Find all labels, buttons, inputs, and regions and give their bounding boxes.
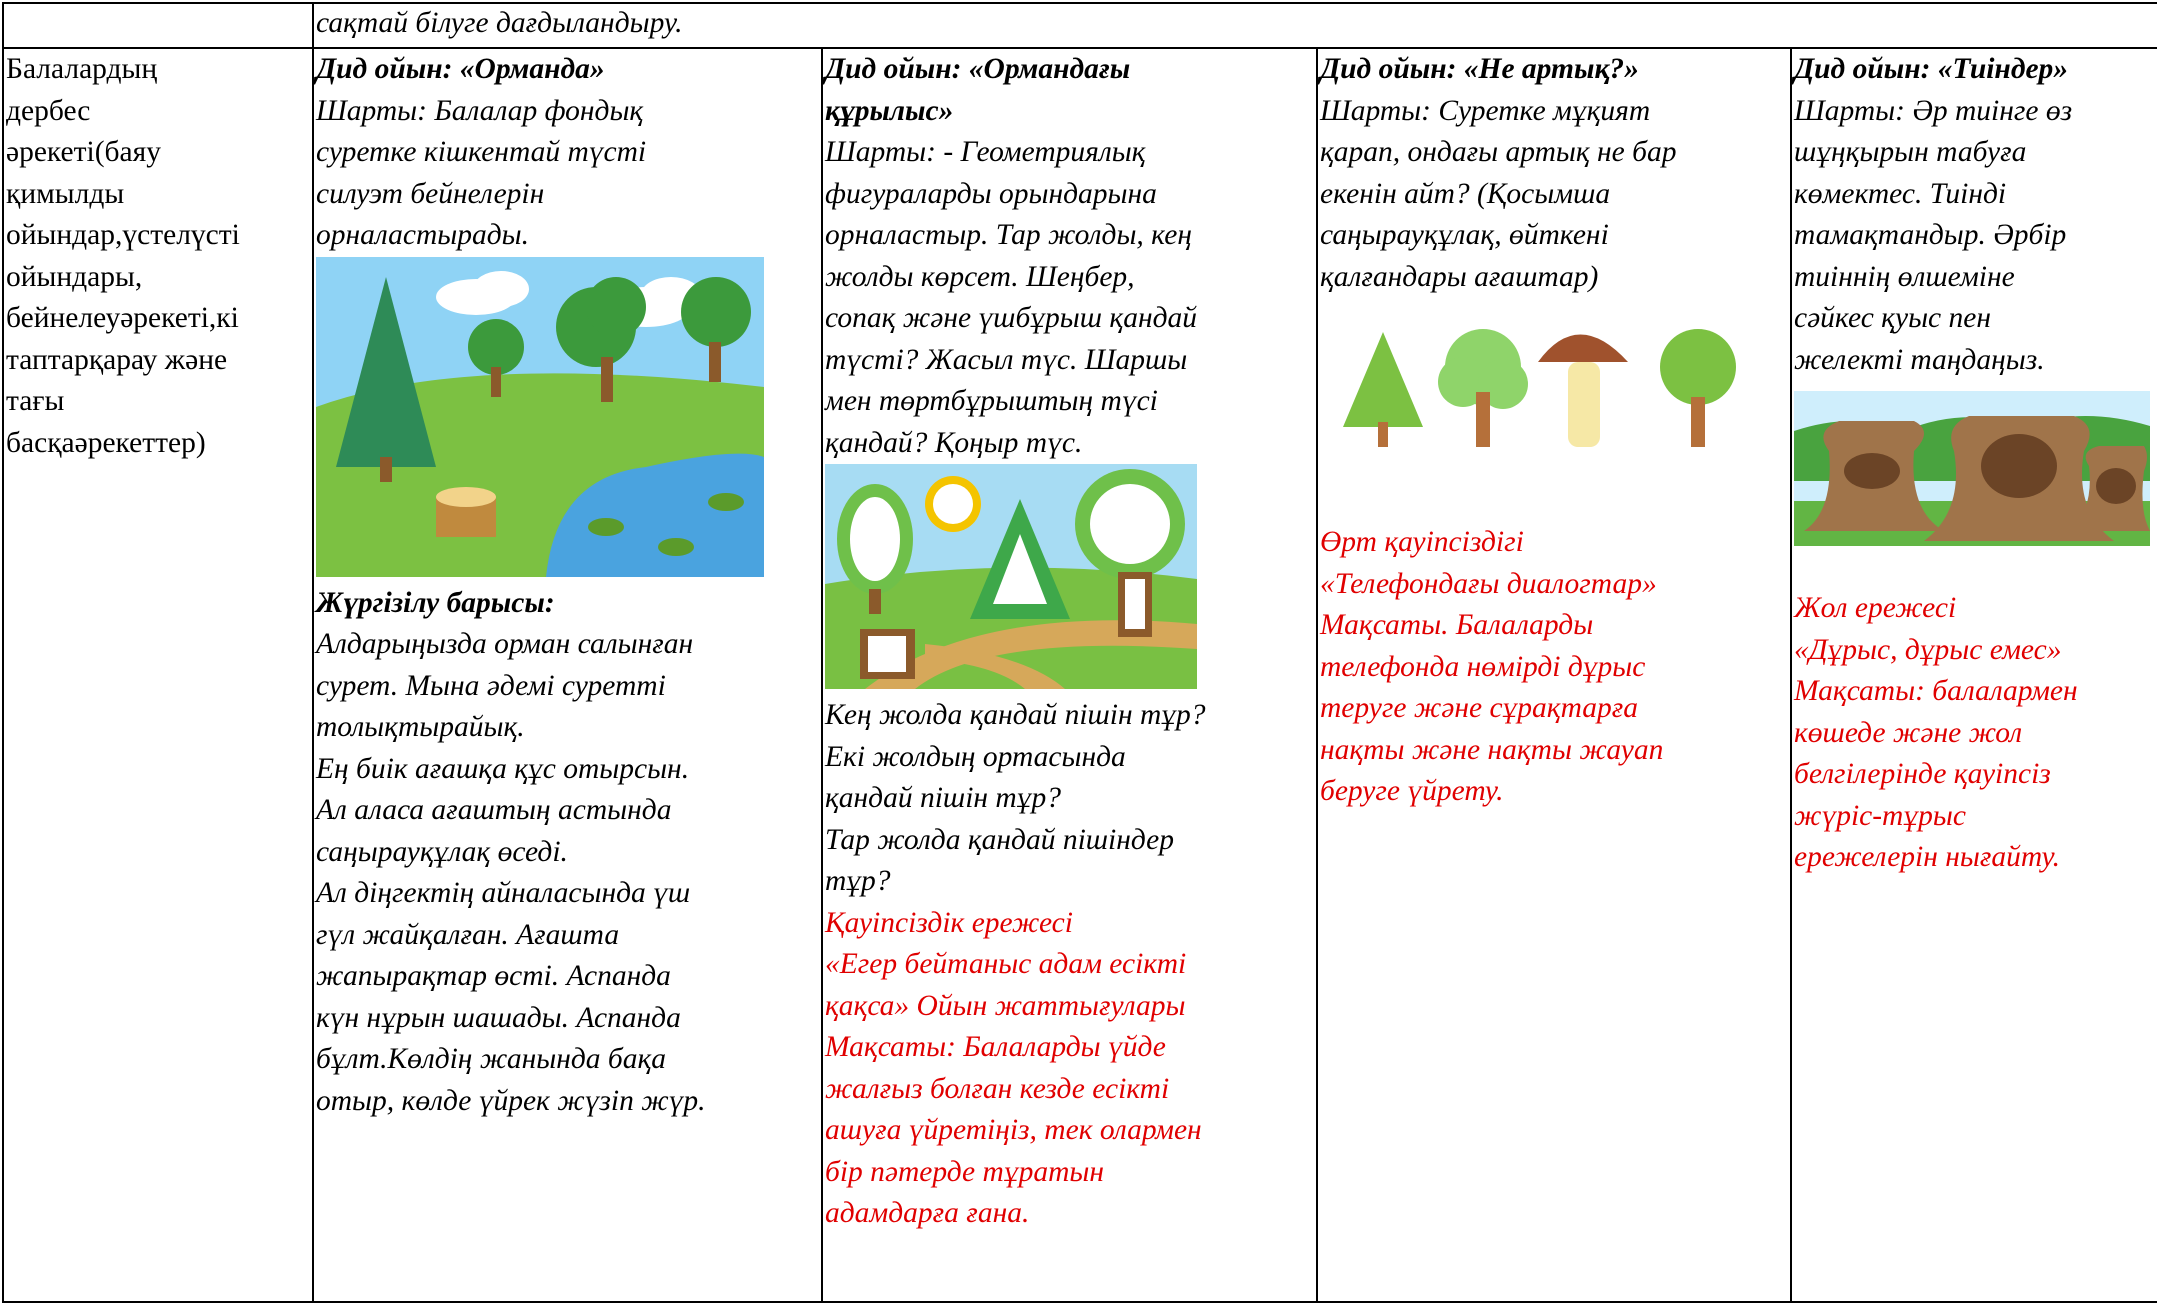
condition-line: жолды көрсет. Шеңбер, bbox=[825, 260, 1135, 293]
progress-line: жапырақтар өсті. Аспанда bbox=[316, 960, 671, 992]
game-title: Дид ойын: «Ормандағы bbox=[825, 53, 1131, 85]
main-row bbox=[3, 48, 2157, 1302]
top-row bbox=[3, 3, 2157, 48]
condition-line: екенін айт? (Қосымша bbox=[1320, 177, 1611, 210]
condition-line: сопақ және үшбұрыш қандай bbox=[825, 302, 1198, 334]
safety-line: беруге үйрету. bbox=[1320, 775, 1504, 807]
condition-line: Шарты: Балалар фондық bbox=[316, 94, 644, 127]
safety-line: «Дұрыс, дұрыс емес» bbox=[1794, 633, 2062, 666]
progress-line: күн нұрын шашады. Аспанда bbox=[316, 1001, 681, 1034]
condition-line: қалғандары ағаштар) bbox=[1320, 260, 1599, 293]
condition-line: суретке кішкентай түсті bbox=[316, 136, 647, 168]
question-line: Тар жолда қандай пішіндер bbox=[825, 823, 1175, 856]
odd-one-out-illustration bbox=[1328, 312, 1748, 462]
safety-line: Мақсаты: балалармен bbox=[1794, 675, 2078, 707]
game-title: Дид ойын: «Не артық?» bbox=[1320, 53, 1639, 85]
condition-line: түсті? Жасыл түс. Шаршы bbox=[825, 343, 1188, 376]
game-squirrels-cell bbox=[1791, 48, 2157, 1302]
activity-line: қимылды bbox=[6, 177, 125, 210]
safety-line: Мақсаты: Балаларды үйде bbox=[825, 1031, 1166, 1063]
forest-lake-illustration bbox=[316, 257, 764, 577]
activity-line: әрекеті(баяу bbox=[6, 136, 161, 168]
activity-type-cell bbox=[3, 48, 313, 1302]
condition-line: Шарты: - Геометриялық bbox=[825, 136, 1146, 168]
progress-title: Жүргізілу барысы: bbox=[316, 586, 555, 619]
condition-line: орналастыр. Тар жолды, кең bbox=[825, 219, 1192, 251]
condition-line: саңырауқұлақ, өйткені bbox=[1320, 219, 1609, 251]
safety-line: жалғыз болған кезде есікті bbox=[825, 1072, 1170, 1105]
progress-line: Алдарыңызда орман салынған bbox=[316, 628, 694, 660]
safety-line: Мақсаты. Балаларды bbox=[1320, 609, 1594, 641]
safety-line: белгілерінде қауіпсіз bbox=[1794, 758, 2051, 790]
progress-line: отыр, көлде үйрек жүзіп жүр. bbox=[316, 1084, 706, 1117]
activity-line: ойындары, bbox=[6, 260, 143, 293]
activity-line: басқаәрекеттер) bbox=[6, 426, 206, 459]
progress-line: толықтырайық. bbox=[316, 711, 525, 743]
progress-line: саңырауқұлақ өседі. bbox=[316, 835, 568, 868]
condition-line: сәйкес қуыс пен bbox=[1794, 302, 1991, 334]
geometric-forest-illustration bbox=[825, 464, 1197, 689]
progress-line: сурет. Мына әдемі суретті bbox=[316, 669, 666, 702]
safety-line: Қауіпсіздік ережесі bbox=[825, 906, 1073, 939]
question-line: Кең жолда қандай пішін тұр? bbox=[825, 699, 1206, 731]
progress-line: Ең биік ағашқа құс отырсын. bbox=[316, 752, 690, 785]
safety-line: «Телефондағы диалогтар» bbox=[1320, 567, 1657, 600]
question-line: Екі жолдың ортасында bbox=[825, 740, 1126, 773]
safety-line: ережелерін нығайту. bbox=[1794, 841, 2061, 873]
condition-line: Шарты: Суретке мұқият bbox=[1320, 94, 1651, 127]
safety-line: «Егер бейтаныс адам есікті bbox=[825, 948, 1187, 980]
condition-line: мен төртбұрыштың түсі bbox=[825, 385, 1158, 417]
condition-line: қандай? Қоңыр түс. bbox=[825, 426, 1083, 459]
activity-line: дербес bbox=[6, 94, 91, 127]
condition-line: орналастырады. bbox=[316, 219, 530, 251]
condition-line: силуэт бейнелерін bbox=[316, 177, 545, 210]
top-row-text: сақтай білуге дағдыландыру. bbox=[316, 7, 683, 39]
condition-line: қарап, ондағы артық не бар bbox=[1320, 136, 1677, 168]
question-line: тұр? bbox=[825, 865, 891, 897]
game-forest-building-cell bbox=[822, 48, 1317, 1302]
progress-line: гүл жайқалған. Ағашта bbox=[316, 918, 620, 951]
question-line: қандай пішін тұр? bbox=[825, 782, 1061, 814]
condition-line: шұңқырын табуға bbox=[1794, 136, 2027, 168]
safety-line: адамдарға ғана. bbox=[825, 1197, 1030, 1229]
safety-line: қақса» Ойын жаттығулары bbox=[825, 989, 1186, 1022]
condition-line: тиіннің өлшеміне bbox=[1794, 260, 2015, 293]
activity-line: Балалардың bbox=[6, 53, 158, 85]
activity-line: таптарқарау және bbox=[6, 343, 228, 376]
top-row-empty-cell bbox=[3, 3, 313, 48]
safety-line: Өрт қауіпсіздігі bbox=[1320, 526, 1524, 558]
condition-line: тамақтандыр. Әрбір bbox=[1794, 219, 2067, 251]
activity-line: тағы bbox=[6, 385, 65, 417]
game-title: Дид ойын: «Тиіндер» bbox=[1794, 53, 2069, 85]
progress-line: Ал діңгектің айналасында үш bbox=[316, 877, 691, 909]
lesson-plan-table bbox=[2, 2, 2157, 1303]
safety-line: телефонда нөмірді дұрыс bbox=[1320, 650, 1646, 683]
game-forest-cell bbox=[313, 48, 822, 1302]
safety-line: теруге және сұрақтарға bbox=[1320, 692, 1639, 724]
safety-line: ашуға үйретіңіз, тек олармен bbox=[825, 1114, 1202, 1146]
progress-line: бұлт.Көлдің жанында бақа bbox=[316, 1043, 667, 1075]
safety-line: бір пәтерде тұратын bbox=[825, 1155, 1104, 1188]
top-row-text-cell bbox=[313, 3, 2157, 48]
safety-line: көшеде және жол bbox=[1794, 716, 2023, 749]
tree-hollows-illustration bbox=[1794, 391, 2150, 546]
condition-line: фигураларды орындарына bbox=[825, 177, 1157, 210]
game-title: Дид ойын: «Орманда» bbox=[316, 53, 605, 85]
game-odd-one-cell bbox=[1317, 48, 1791, 1302]
progress-line: Ал аласа ағаштың астында bbox=[316, 794, 672, 826]
condition-line: көмектес. Тиінді bbox=[1794, 177, 2007, 210]
safety-line: Жол ережесі bbox=[1794, 592, 1957, 624]
condition-line: Шарты: Әр тиінге өз bbox=[1794, 94, 2073, 127]
condition-line: желекті таңдаңыз. bbox=[1794, 343, 2045, 376]
game-title: құрылыс» bbox=[825, 94, 954, 127]
safety-line: жүріс-тұрыс bbox=[1794, 799, 1966, 832]
activity-line: ойындар,үстелүсті bbox=[6, 219, 240, 251]
activity-line: бейнелеуәрекеті,кі bbox=[6, 302, 239, 334]
safety-line: нақты және нақты жауап bbox=[1320, 733, 1664, 766]
